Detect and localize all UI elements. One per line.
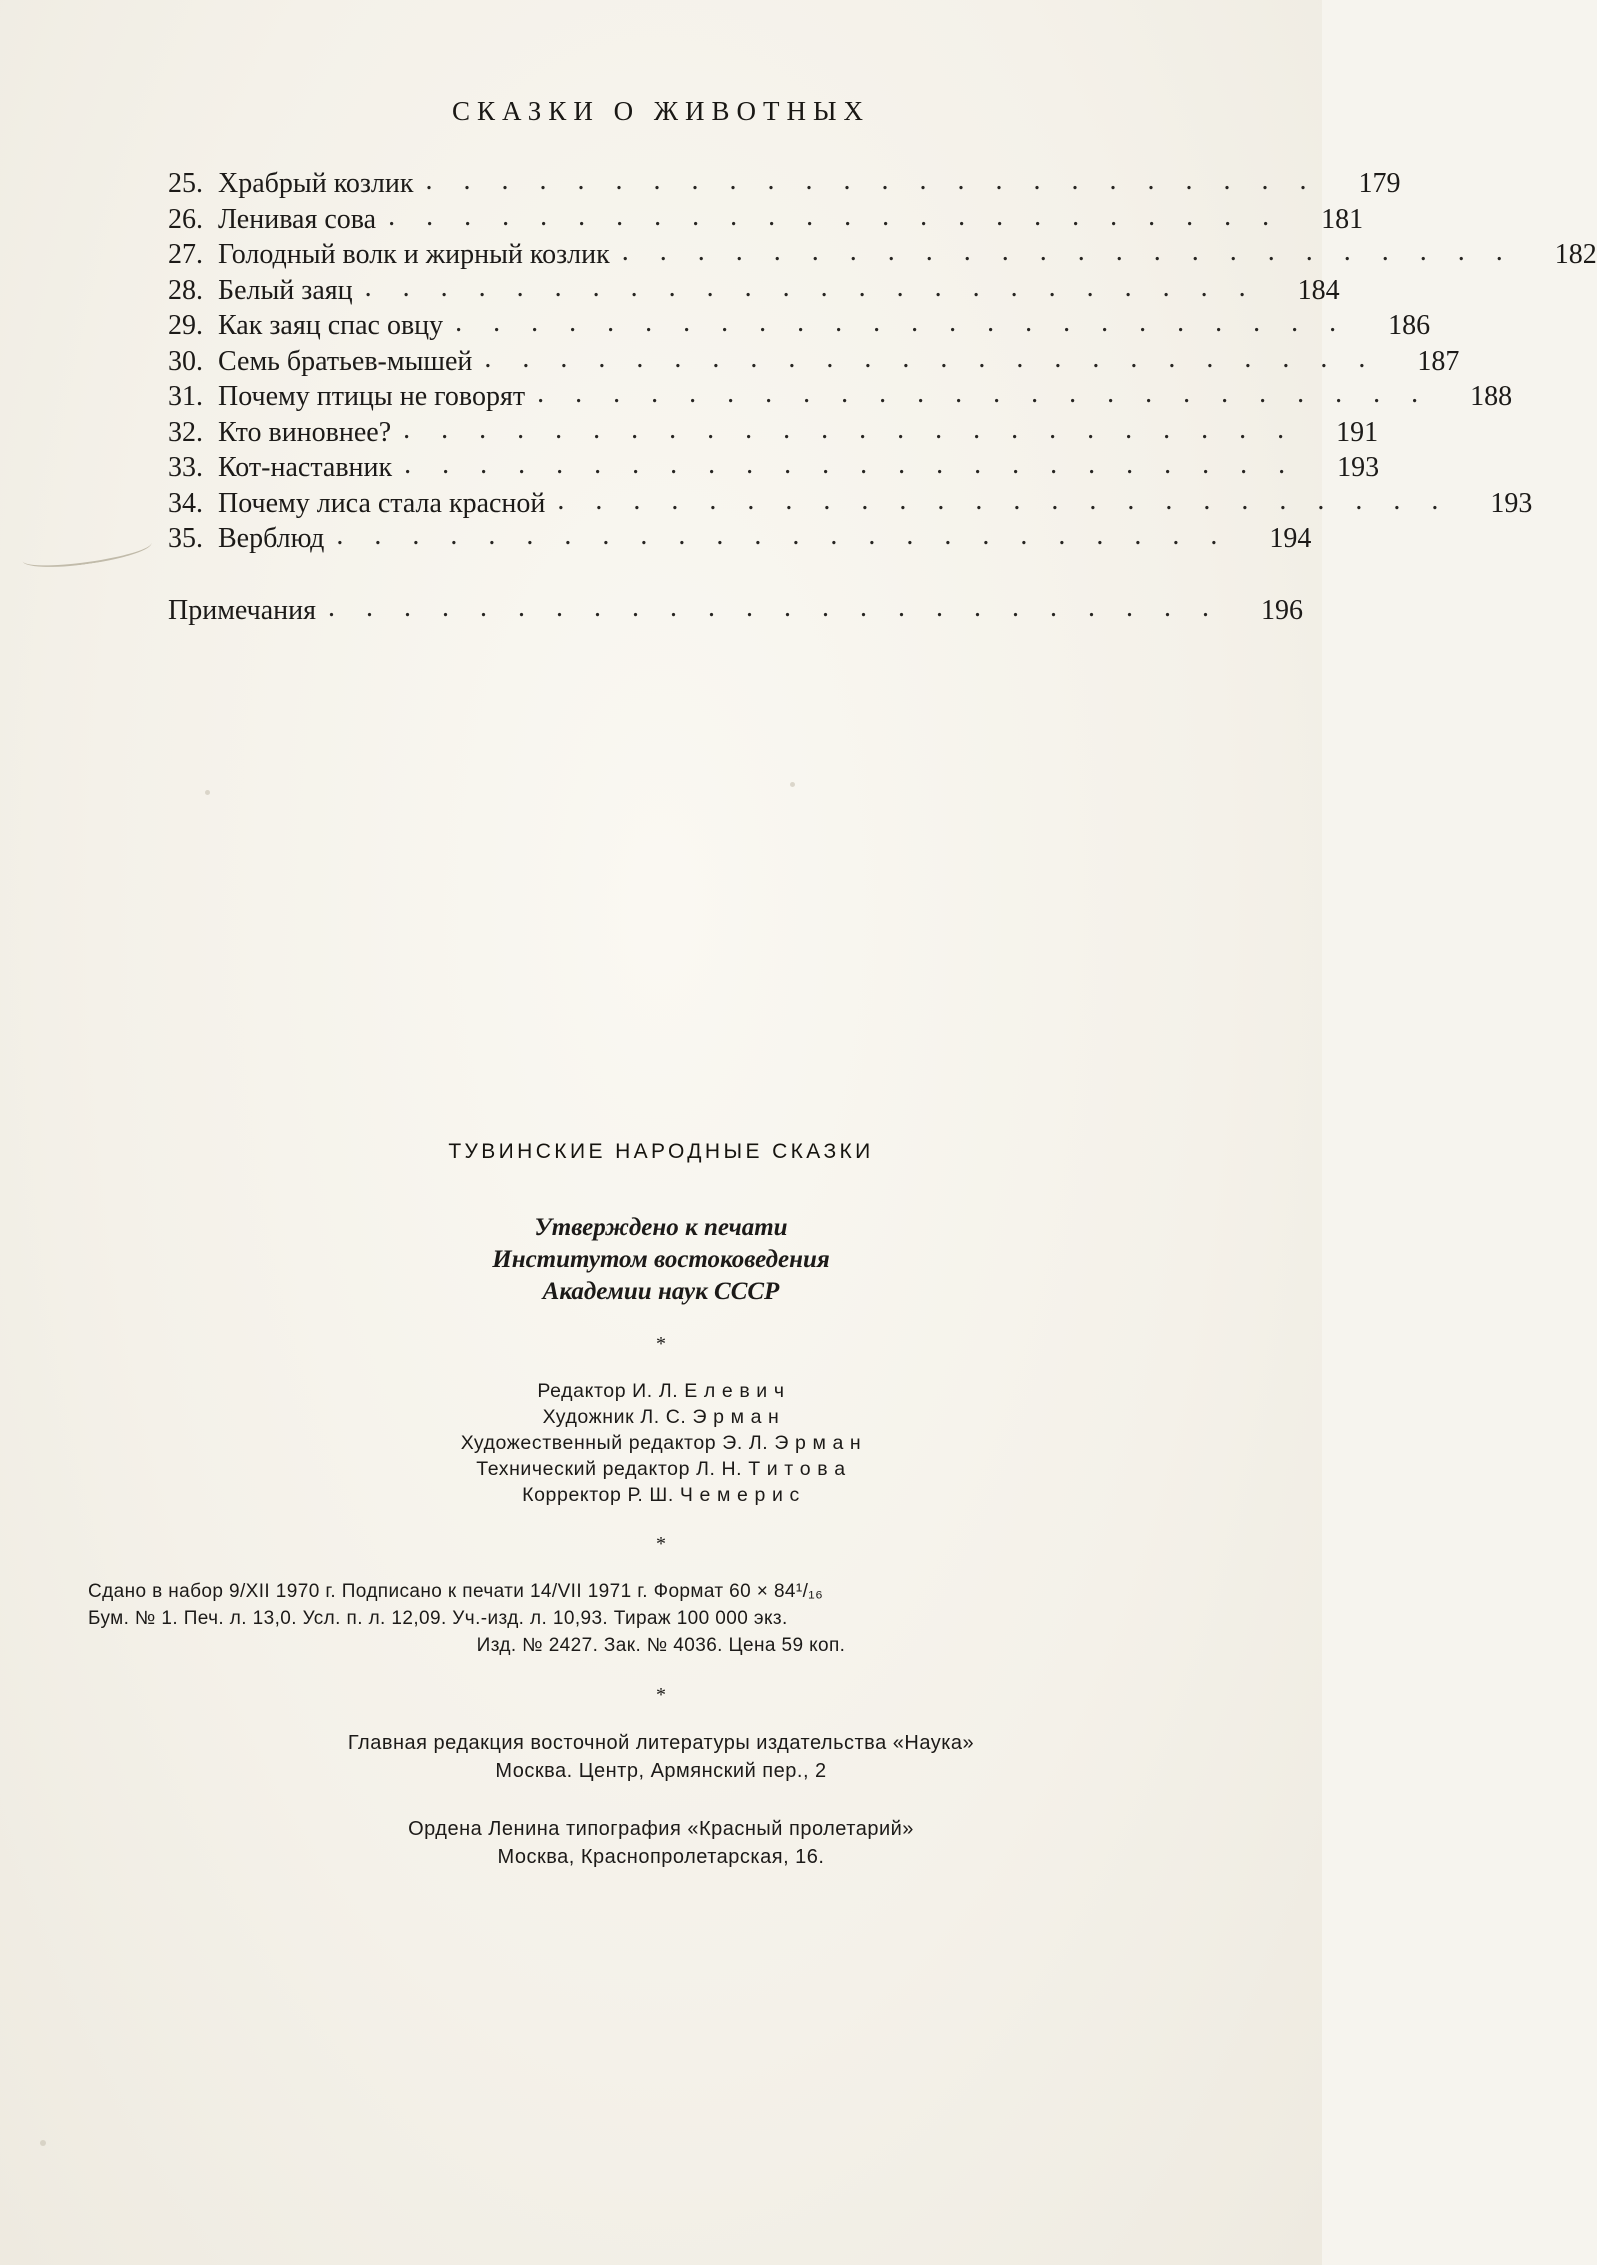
- toc-entry-page: 188: [1470, 381, 1513, 412]
- toc-entry: [168, 449, 1380, 486]
- pencil-smudge-mark: [21, 531, 153, 573]
- toc-entry-title: Кто виновнее?: [218, 416, 392, 448]
- printer-line: Ордена Ленина типография «Красный пролетарий»: [408, 1818, 914, 1840]
- toc-entry-number: 33.: [168, 452, 203, 483]
- toc-leader-dots: . . . . . . . . . . . . . . . . . . . . . . . .: [537, 378, 1431, 409]
- toc-leader-dots: . . . . . . . . . . . . . . . . . . . . . . . .: [557, 484, 1451, 516]
- colophon: [0, 1140, 1322, 1871]
- toc-entry-page: 196: [1261, 594, 1304, 626]
- toc-entry-number: 32.: [168, 416, 203, 448]
- toc-leader-dots: . . . . . . . . . . . . . . . . . . . . . . . .: [336, 520, 1230, 551]
- toc-entry: [168, 271, 1340, 309]
- staff-line: Корректор Р. Ш. Ч е м е р и с: [522, 1484, 800, 1506]
- publisher-line: Главная редакция восточной литературы издательства «Наука»: [347, 1732, 975, 1754]
- toc-leader-dots: . . . . . . . . . . . . . . . . . . . . . . . .: [621, 236, 1515, 267]
- toc-entry-number: 35.: [168, 523, 203, 554]
- toc-entry-number: 25.: [168, 168, 203, 199]
- staff-line: Художник Л. С. Э р м а н: [542, 1406, 780, 1428]
- toc-entry: [168, 307, 1431, 344]
- toc-entry-page: 193: [1490, 487, 1533, 519]
- imprint-line: Сдано в набор 9/XII 1970 г. Подписано к печати 14/VII 1971 г. Формат 60 × 84¹/₁₆: [88, 1581, 824, 1602]
- toc-entry-notes: [168, 591, 1304, 627]
- toc-entry-number: 31.: [168, 381, 203, 412]
- toc-entry: [168, 165, 1401, 202]
- asterisk-divider: *: [656, 1684, 666, 1706]
- imprint-line: Бум. № 1. Печ. л. 13,0. Усл. п. л. 12,09. Уч.-изд. л. 10,93. Тираж 100 000 экз.: [88, 1608, 788, 1629]
- approval-line: Утверждено к печати: [534, 1214, 788, 1241]
- toc-leader-dots: . . . . . . . . . . . . . . . . . . . . . . . .: [403, 413, 1297, 445]
- toc-entry-page: 181: [1321, 203, 1364, 235]
- asterisk-divider: *: [656, 1333, 666, 1355]
- toc-entry-title: Как заяц спас овцу: [218, 310, 444, 341]
- toc-entry: [168, 236, 1597, 273]
- asterisk-divider: *: [656, 1533, 666, 1555]
- toc-leader-dots: . . . . . . . . . . . . . . . . . . . . . . . .: [364, 271, 1258, 303]
- toc-entry-page: 194: [1269, 523, 1312, 554]
- toc-entry-title: Голодный волк и жирный козлик: [218, 239, 610, 270]
- toc-entry: [168, 200, 1364, 238]
- printer-line: Москва, Краснопролетарская, 16.: [497, 1846, 825, 1868]
- toc-entry-title: Семь братьев-мышей: [218, 345, 473, 377]
- toc-entry-number: 34.: [168, 487, 203, 519]
- staff-credits: [0, 1378, 1322, 1508]
- toc-entry-title: Белый заяц: [218, 274, 353, 306]
- toc-entry-title: Ленивая сова: [218, 203, 377, 235]
- toc-leader-dots: . . . . . . . . . . . . . . . . . . . . . . . .: [484, 342, 1378, 374]
- publisher-info: [0, 1729, 1322, 1785]
- table-of-contents: [168, 165, 1597, 627]
- toc-entry-title: Почему лиса стала красной: [218, 487, 546, 519]
- toc-entry: [168, 342, 1460, 380]
- staff-line: Технический редактор Л. Н. Т и т о в а: [476, 1458, 846, 1480]
- toc-entry-number: 28.: [168, 274, 203, 306]
- toc-entry-page: 182: [1554, 239, 1597, 270]
- toc-entry-page: 179: [1358, 168, 1401, 199]
- toc-entry-title: Кот-наставник: [218, 452, 393, 483]
- toc-entry: [168, 484, 1533, 522]
- toc-entry: [168, 520, 1312, 557]
- toc-entry-page: 193: [1337, 452, 1380, 483]
- staff-line: Художественный редактор Э. Л. Э р м а н: [460, 1432, 862, 1454]
- paper-speck: [40, 2140, 46, 2146]
- toc-leader-dots: . . . . . . . . . . . . . . . . . . . . . . . .: [425, 165, 1319, 196]
- staff-line: Редактор И. Л. Е л е в и ч: [537, 1380, 785, 1402]
- toc-entry-title: Почему птицы не говорят: [218, 381, 526, 412]
- paper-speck: [790, 782, 795, 787]
- imprint-line: Изд. № 2427. Зак. № 4036. Цена 59 коп.: [476, 1635, 846, 1656]
- approval-line: Академии наук СССР: [542, 1278, 780, 1305]
- toc-section-header: СКАЗКИ О ЖИВОТНЫХ: [451, 96, 871, 126]
- toc-entry-title: Храбрый козлик: [218, 168, 414, 199]
- toc-entry-title: Примечания: [168, 594, 317, 626]
- toc-entry-number: 26.: [168, 203, 203, 235]
- toc-entry-page: 186: [1388, 310, 1431, 341]
- toc-leader-dots: . . . . . . . . . . . . . . . . . . . . . . . .: [404, 449, 1298, 480]
- paper-speck: [205, 790, 210, 795]
- approval-statement: [0, 1212, 1322, 1308]
- toc-entry-number: 29.: [168, 310, 203, 341]
- publisher-line: Москва. Центр, Армянский пер., 2: [495, 1760, 827, 1782]
- toc-leader-dots: . . . . . . . . . . . . . . . . . . . . . . . .: [388, 200, 1282, 232]
- toc-leader-dots: . . . . . . . . . . . . . . . . . . . . . . . .: [455, 307, 1349, 338]
- printer-info: [0, 1815, 1322, 1871]
- toc-entry-page: 187: [1417, 345, 1460, 377]
- toc-entry-number: 30.: [168, 345, 203, 377]
- toc-entry-page: 191: [1336, 416, 1379, 448]
- toc-leader-dots: . . . . . . . . . . . . . . . . . . . . . . . .: [328, 591, 1222, 623]
- toc-entry-page: 184: [1297, 274, 1340, 306]
- toc-entry: [168, 378, 1513, 415]
- toc-entry: [168, 413, 1379, 451]
- toc-entry-title: Верблюд: [218, 523, 325, 554]
- imprint-details: [26, 1578, 1296, 1659]
- toc-entry-number: 27.: [168, 239, 203, 270]
- approval-line: Институтом востоковедения: [492, 1246, 830, 1273]
- book-title: ТУВИНСКИЕ НАРОДНЫЕ СКАЗКИ: [448, 1140, 874, 1163]
